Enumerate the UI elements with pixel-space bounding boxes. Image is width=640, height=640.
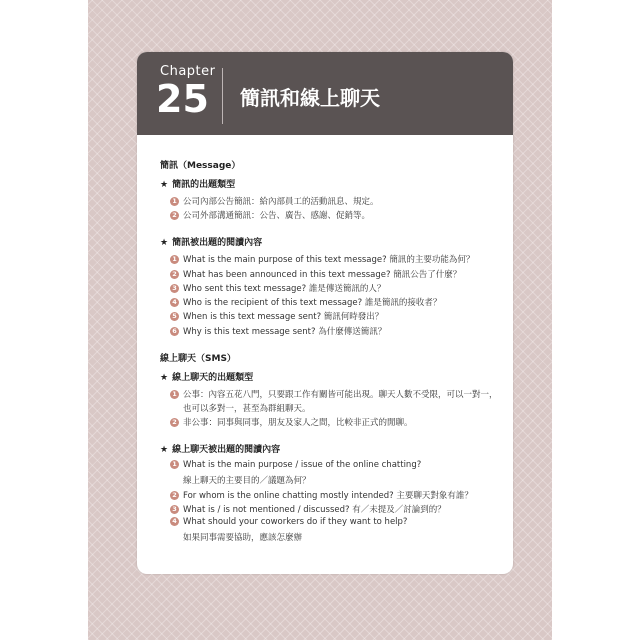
star-icon: ★ xyxy=(160,180,169,190)
list-item-continuation: 如果同事需要協助，應該怎麼辦 xyxy=(183,533,303,543)
number-badge: 4 xyxy=(170,298,179,307)
number-badge: 1 xyxy=(170,197,179,206)
list-item: 2 公司外部溝通簡訊：公告、廣告、感謝、促銷等。 xyxy=(170,209,370,221)
star-icon: ★ xyxy=(160,445,169,455)
subheading-sms-types: ★ 線上聊天的出題類型 xyxy=(160,373,254,383)
number-badge: 2 xyxy=(170,491,179,500)
chapter-label: Chapter xyxy=(160,64,216,79)
number-badge: 1 xyxy=(170,255,179,264)
list-item: 4 Who is the recipient of this text message? 誰是簡訊的接收者？ xyxy=(170,296,441,308)
list-item: 2 What has been announced in this text message? 簡訊公告了什麼？ xyxy=(170,268,461,280)
number-badge: 1 xyxy=(170,390,179,399)
list-item: 2 For whom is the online chatting mostly intended? 主要聊天對象有誰？ xyxy=(170,489,473,501)
chapter-title: 簡訊和線上聊天 xyxy=(240,86,380,110)
list-item: 1 What is the main purpose / issue of the online chatting? xyxy=(170,460,421,470)
number-badge: 2 xyxy=(170,418,179,427)
chapter-number: 25 xyxy=(156,77,209,121)
list-item: 1 公事：內容五花八門，只要跟工作有關皆可能出現。聊天人數不受限，可以一對一， xyxy=(170,388,498,400)
number-badge: 4 xyxy=(170,517,179,526)
number-badge: 2 xyxy=(170,211,179,220)
list-item: 1 What is the main purpose of this text message? 簡訊的主要功能為何？ xyxy=(170,253,474,265)
number-badge: 3 xyxy=(170,284,179,293)
list-item: 5 When is this text message sent? 簡訊何時發出？ xyxy=(170,310,383,322)
star-icon: ★ xyxy=(160,238,169,248)
list-item-continuation: 線上聊天的主要目的／議題為何？ xyxy=(183,476,311,486)
number-badge: 5 xyxy=(170,312,179,321)
number-badge: 1 xyxy=(170,460,179,469)
section-heading-message: 簡訊（Message） xyxy=(160,161,241,171)
list-item: 1 公司內部公告簡訊：給內部員工的活動訊息、規定。 xyxy=(170,195,379,207)
number-badge: 3 xyxy=(170,505,179,514)
header-divider xyxy=(222,68,223,124)
subheading-sms-questions: ★ 線上聊天被出題的閱讀內容 xyxy=(160,445,281,455)
list-item-continuation: 也可以多對一，甚至為群組聊天。 xyxy=(183,404,311,414)
section-heading-sms: 線上聊天（SMS） xyxy=(160,354,236,364)
list-item: 6 Why is this text message sent? 為什麼傳送簡訊？ xyxy=(170,325,386,337)
number-badge: 6 xyxy=(170,327,179,336)
list-item: 3 Who sent this text message? 誰是傳送簡訊的人？ xyxy=(170,282,385,294)
star-icon: ★ xyxy=(160,373,169,383)
list-item: 2 非公事：同事與同事，朋友及家人之間，比較非正式的閒聊。 xyxy=(170,416,413,428)
list-item: 3 What is / is not mentioned / discussed? 有／未提及／討論到的？ xyxy=(170,503,446,515)
subheading-message-questions: ★ 簡訊被出題的閱讀內容 xyxy=(160,238,263,248)
list-item: 4 What should your coworkers do if they want to help? xyxy=(170,517,407,527)
subheading-message-types: ★ 簡訊的出題類型 xyxy=(160,180,236,190)
number-badge: 2 xyxy=(170,270,179,279)
